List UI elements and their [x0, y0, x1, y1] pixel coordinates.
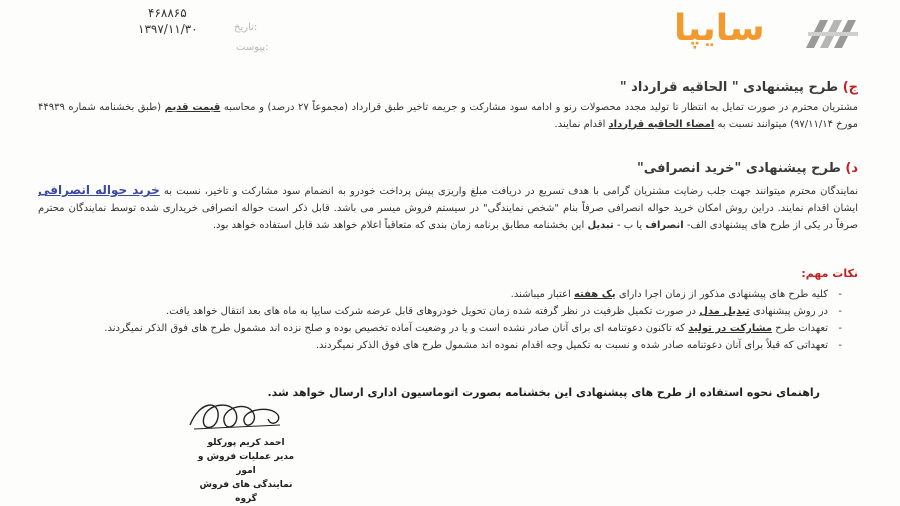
- note-emphasis: مشارکت در تولید: [688, 323, 773, 334]
- section-d-text-4: این بخشنامه مطابق برنامه زمان بندی که متعاقباً اعلام خواهد شد قابل استفاده خواهد بود.: [212, 220, 585, 231]
- signature-image: [180, 395, 300, 439]
- signer-name: احمد کریم پورکلو: [207, 438, 285, 448]
- signer-title-1: مدیر عملیات فروش و امور: [197, 452, 295, 476]
- note-emphasis: تبدیل مدل: [699, 306, 750, 317]
- section-c-text-2: (طبق بخشنامه شماره ۴۴۹۳۹ مورخ ۹۷/۱۱/۱۴) میتوانند نسبت به: [38, 102, 858, 130]
- notes-title: نکات مهم:: [801, 267, 858, 280]
- guide-text: راهنمای نحوه استفاده از طرح های پیشنهادی این بخشنامه بصورت اتوماسیون اداری ارسال خواهد شد.: [267, 386, 820, 399]
- note-emphasis: یک هفته: [573, 289, 616, 300]
- note-text: تعهدات طرح: [775, 323, 828, 334]
- section-d-heading: طرح پیشنهادی "خرید انصرافی": [637, 161, 841, 176]
- notes-list: [22, 286, 842, 354]
- section-c-text-1: مشتریان محترم در صورت تمایل به انتظار تا تولید مجدد محصولات رنو و ادامه سود مشارکت و جریمه تاخیر طبق قرارداد (مجموعاً ۲۷ درصد) و محاسبه: [223, 102, 858, 113]
- section-d-emphasis-convert: تبدیل: [587, 220, 614, 231]
- section-d-emphasis-purchase: خرید حواله انصرافی: [38, 183, 160, 197]
- section-c-emphasis-old-price: قیمت قدیم: [164, 102, 221, 113]
- attachment-label: پیوست:: [236, 42, 269, 53]
- date-label: تاریخ:: [234, 22, 258, 33]
- section-d-text-3: یا ب -: [616, 220, 643, 231]
- note-text: اعتبار میباشند.: [510, 289, 571, 300]
- section-d-text-1: نمایندگان محترم میتوانند جهت جلب رضایت مشتریان گرامی با هدف تسریع در دریافت مبلغ واریزی پیش پرداخت خودرو به انضمام سود مشارکت و تاخیر، نسبت به: [163, 186, 858, 197]
- letter-date: ۱۳۹۷/۱۱/۳۰: [138, 22, 198, 36]
- saipa-logo: [674, 8, 864, 54]
- section-c-prefix: ج): [842, 80, 858, 95]
- section-c-heading: طرح پیشنهادی " الحاقیه قرارداد ": [619, 80, 839, 95]
- section-c-title: [620, 80, 858, 95]
- signer-title-2: نمایندگی های فروش گروه: [199, 480, 293, 504]
- note-text: در صورت تکمیل ظرفیت در نظر گرفته شده زمان تحویل خودروهای قابل عرضه شرکت سایپا به ماه های بعد انتقال خواهد یافت.: [166, 306, 697, 317]
- section-d-text-2: ایشان اقدام نمایند. دراین روش امکان خرید حواله انصرافی صرفاً بنام "شخص نمایندگی" در سیستم فروش میسر می باشد. قابل ذکر است حواله انصرافی خریداری شده توسط نمایندگان محترم صرفاً در یکی از طرح های پیشنهادی الف-: [38, 203, 858, 231]
- saipa-emblem-icon: [802, 12, 864, 54]
- section-d-prefix: د): [845, 161, 858, 176]
- note-text: کلیه طرح های پیشنهادی مذکور از زمان اجرا دارای: [618, 289, 828, 300]
- section-d-emphasis-cancel: انصراف: [645, 220, 684, 231]
- letter-number: ۴۶۸۸۶۵: [148, 6, 187, 20]
- note-item: [22, 286, 842, 303]
- section-c-text-3: اقدام نمایند.: [554, 118, 606, 130]
- section-c-emphasis-sign: امضاء الحاقیه قرارداد: [608, 118, 715, 130]
- section-c-body: [38, 100, 858, 133]
- note-item: [22, 337, 842, 354]
- section-d-body: [38, 182, 858, 234]
- note-text: در روش پیشنهادی: [752, 306, 828, 317]
- logo-text: سایپا: [674, 8, 765, 49]
- note-text: که تاکنون دعوتنامه ای برای آنان صادر نشده است و یا در وضعیت آماده تخصیص بوده و صلح نزده اند مشمول طرح های فوق الذکر نمیگردند.: [104, 323, 686, 334]
- note-text: تعهداتی که قبلاً برای آنان دعوتنامه صادر شده و نسبت به تکمیل وجه اقدام نموده اند مشمول طرح های فوق الذکر نمیگردند.: [315, 340, 828, 351]
- note-item: [22, 303, 842, 320]
- note-item: [22, 320, 842, 337]
- section-d-title: [637, 161, 858, 176]
- signature-block: [196, 436, 296, 506]
